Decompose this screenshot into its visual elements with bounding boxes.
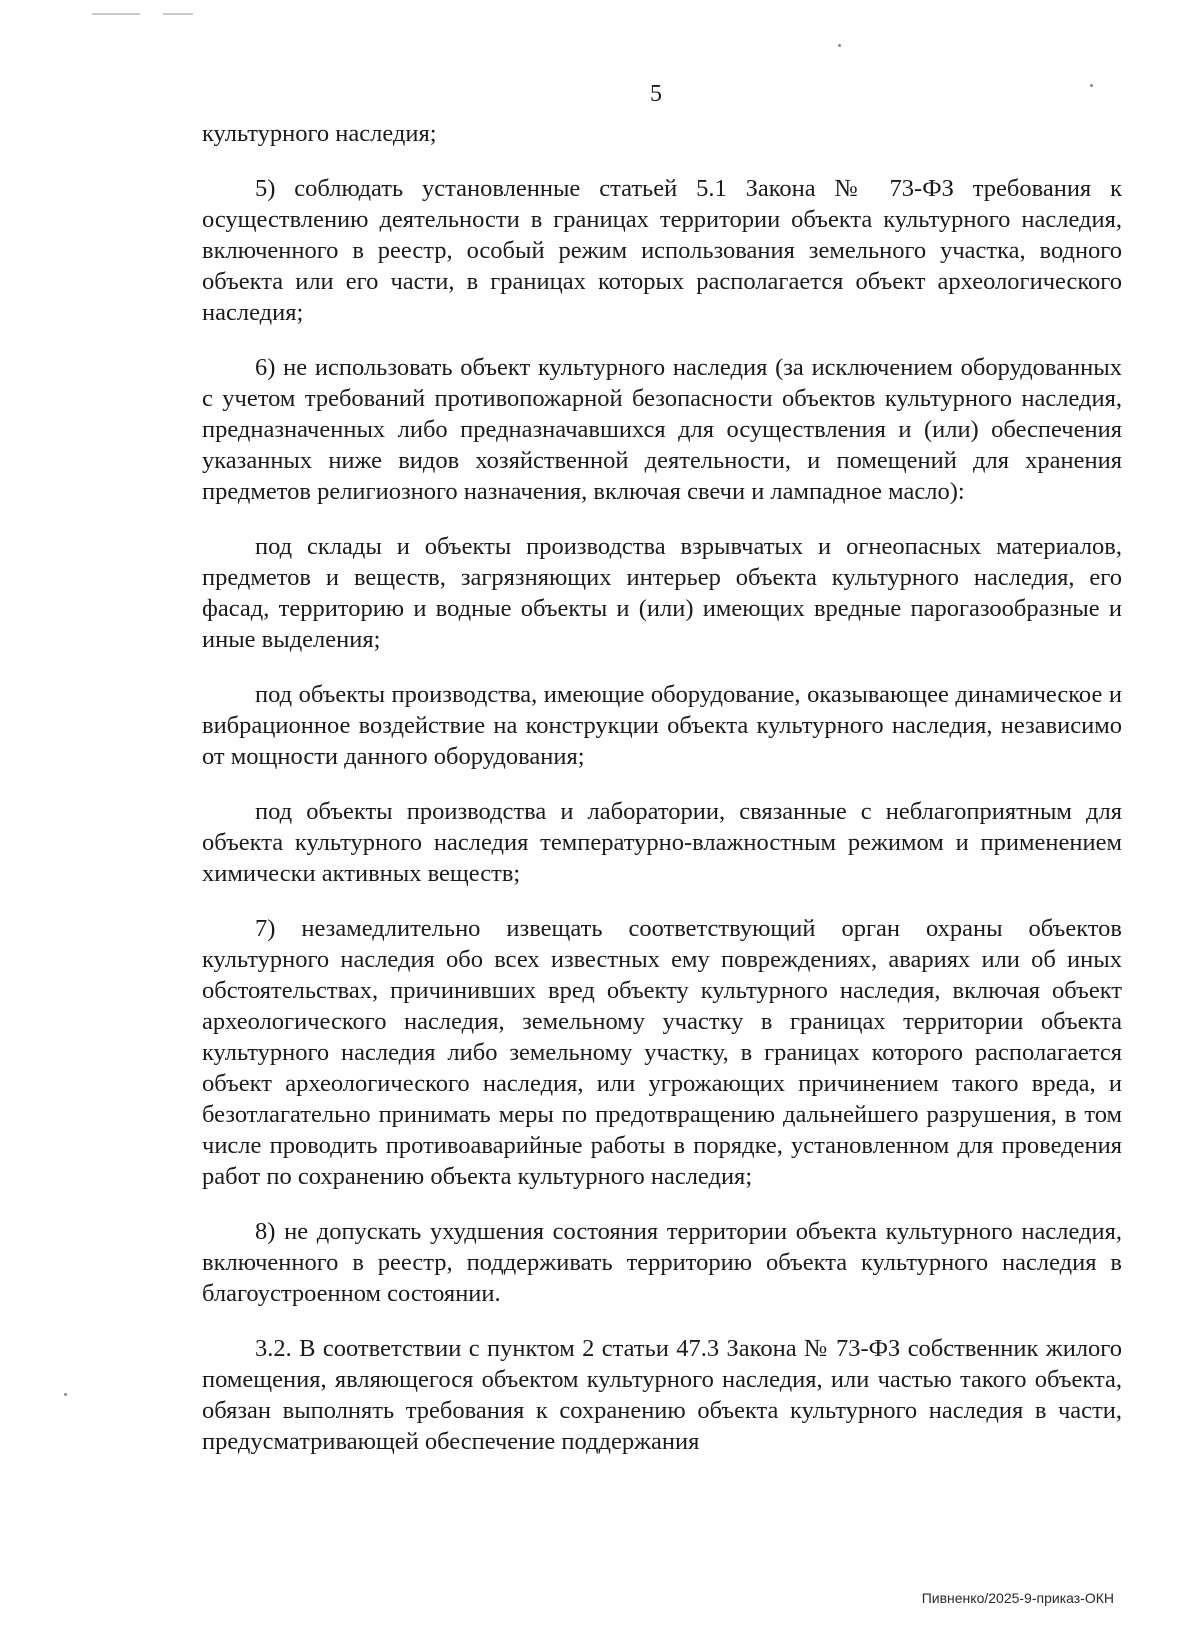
scan-speck <box>64 1393 67 1396</box>
paragraph-item-6: 6) не использовать объект культурного наследия (за исключением оборудованных с учетом требований противопожарной безопасности объектов культурного наследия, предназначенных либо предназначавшихся для осуществления и (или) обеспечения указанных ниже видов хозяйственной деятельности, и помещений для хранения предметов религиозного назначения, включая свечи и лампадное масло): <box>202 354 1122 505</box>
paragraph-subitem-laboratories: под объекты производства и лаборатории, связанные с неблагоприятным для объекта культурного наследия температурно-влажностным режимом и применением химически активных веществ; <box>202 798 1122 887</box>
paragraph-section-3-2: 3.2. В соответствии с пунктом 2 статьи 47.3 Закона № 73-ФЗ собственник жилого помещения, являющегося объектом культурного наследия, или частью такого объекта, обязан выполнять требования к сохранению объекта культурного наследия в части, предусматривающей обеспечение поддержания <box>202 1335 1122 1455</box>
page-number: 5 <box>650 81 662 107</box>
document-body <box>202 118 1122 1481</box>
document-reference-tag: Пивненко/2025-9-приказ-ОКН <box>921 1590 1114 1606</box>
paragraph-item-5: 5) соблюдать установленные статьей 5.1 Закона № 73-ФЗ требования к осуществлению деятельности в границах территории объекта культурного наследия, включенного в реестр, особый режим использования земельного участка, водного объекта или его части, в границах которых располагается объект археологического наследия; <box>202 175 1122 326</box>
scan-artifact-line <box>92 13 140 15</box>
scan-speck <box>838 44 841 47</box>
paragraph-item-7: 7) незамедлительно извещать соответствующий орган охраны объектов культурного наследия обо всех известных ему повреждениях, авариях или об иных обстоятельствах, причинивших вред объекту культурного наследия, включая объект археологического наследия, земельному участку в границах территории объекта культурного наследия либо земельному участку, в границах которого располагается объект археологического наследия, или угрожающих причинением такого вреда, и безотлагательно принимать меры по предотвращению дальнейшего разрушения, в том числе проводить противоаварийные работы в порядке, установленном для проведения работ по сохранению объекта культурного наследия; <box>202 915 1122 1190</box>
scan-artifact-line <box>163 13 193 15</box>
paragraph-continuation: культурного наследия; <box>202 120 437 147</box>
paragraph-subitem-vibration: под объекты производства, имеющие оборудование, оказывающее динамическое и вибрационное воздействие на конструкции объекта культурного наследия, независимо от мощности данного оборудования; <box>202 681 1122 770</box>
paragraph-item-8: 8) не допускать ухудшения состояния территории объекта культурного наследия, включенного в реестр, поддерживать территорию объекта культурного наследия в благоустроенном состоянии. <box>202 1218 1122 1307</box>
paragraph-subitem-warehouses: под склады и объекты производства взрывчатых и огнеопасных материалов, предметов и веществ, загрязняющих интерьер объекта культурного наследия, его фасад, территорию и водные объекты и (или) имеющих вредные парогазообразные и иные выделения; <box>202 533 1122 653</box>
